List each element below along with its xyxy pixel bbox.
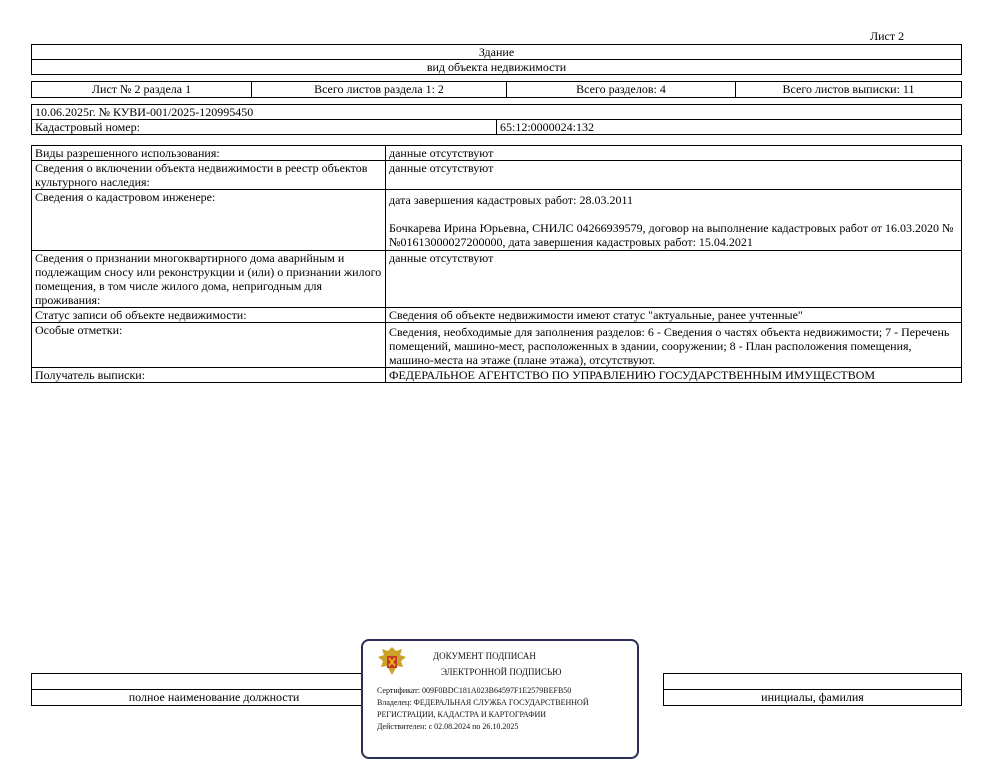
row-value: данные отсутствуют <box>386 251 962 308</box>
row-label: Сведения о включении объекта недвижимости в реестр объектов культурного наследия: <box>32 161 386 190</box>
row-value: Сведения, необходимые для заполнения разделов: 6 - Сведения о частях объекта недвижимости; 7 - Перечень помещений, машино-мест, расположенных в здании, сооружении; 8 - План расположения помещения, машино-места на этаже (плане этажа), отсутствуют. <box>386 323 962 368</box>
extract-date-number: 10.06.2025г. № КУВИ-001/2025-120995450 <box>32 105 962 120</box>
row-value: данные отсутствуют <box>386 161 962 190</box>
stamp-line1: ДОКУМЕНТ ПОДПИСАН <box>433 651 536 661</box>
row-label: Получатель выписки: <box>32 368 386 383</box>
table-row <box>32 368 962 383</box>
table-row <box>32 251 962 308</box>
total-sections: Всего разделов: 4 <box>507 82 736 98</box>
row-value: ФЕДЕРАЛЬНОЕ АГЕНТСТВО ПО УПРАВЛЕНИЮ ГОСУДАРСТВЕННЫМ ИМУЩЕСТВОМ <box>386 368 962 383</box>
stamp-certificate: Сертификат: 009F0BDC181A023B64597F1E2579BEFB50 <box>377 686 572 695</box>
coat-of-arms-icon <box>375 645 409 679</box>
stamp-owner-cont: РЕГИСТРАЦИИ, КАДАСТРА И КАРТОГРАФИИ <box>377 710 547 719</box>
name-label: инициалы, фамилия <box>664 690 962 706</box>
table-row <box>32 323 962 368</box>
sheets-info <box>31 81 962 98</box>
sheet-of-section: Лист № 2 раздела 1 <box>32 82 252 98</box>
row-value-group <box>386 190 962 251</box>
total-sheets-extract: Всего листов выписки: 11 <box>736 82 962 98</box>
stamp-line2: ЭЛЕКТРОННОЙ ПОДПИСЬЮ <box>441 667 562 677</box>
table-row <box>32 146 962 161</box>
table-row <box>32 308 962 323</box>
object-details-table <box>31 145 962 383</box>
stamp-validity: Действителен: с 02.08.2024 по 26.10.2025 <box>377 722 519 731</box>
cadastral-value: 65:12:0000024:132 <box>497 120 962 135</box>
row-label: Особые отметки: <box>32 323 386 368</box>
object-subtitle: вид объекта недвижимости <box>32 60 962 75</box>
row-label: Сведения о признании многоквартирного дома аварийным и подлежащим сносу или реконструкции и (или) о признании жилого помещения, в том числе жилого дома, непригодным для проживания: <box>32 251 386 308</box>
cadastral-label: Кадастровый номер: <box>32 120 497 135</box>
extract-info <box>31 104 962 135</box>
row-label: Статус записи об объекте недвижимости: <box>32 308 386 323</box>
sheet-number: Лист 2 <box>870 29 905 43</box>
stamp-owner: Владелец: ФЕДЕРАЛЬНАЯ СЛУЖБА ГОСУДАРСТВЕННОЙ <box>377 698 589 707</box>
row-value: дата завершения кадастровых работ: 28.03.2011 <box>389 193 634 207</box>
total-sheets-section: Всего листов раздела 1: 2 <box>252 82 507 98</box>
electronic-signature-stamp <box>361 639 639 759</box>
row-value: данные отсутствуют <box>386 146 962 161</box>
row-label: Сведения о кадастровом инженере: <box>32 190 386 251</box>
table-row <box>32 190 962 251</box>
position-label: полное наименование должности <box>32 690 397 706</box>
row-value: Сведения об объекте недвижимости имеют статус "актуальные, ранее учтенные" <box>386 308 962 323</box>
table-row <box>32 161 962 190</box>
row-label: Виды разрешенного использования: <box>32 146 386 161</box>
row-value-secondary: Бочкарева Ирина Юрьевна, СНИЛС 04266939579, договор на выполнение кадастровых работ от 16.03.2020 № №01613000027200000, дата завершения кадастровых работ: 15.04.2021 <box>389 221 954 249</box>
object-title: Здание <box>32 45 962 60</box>
object-type-header <box>31 44 962 75</box>
